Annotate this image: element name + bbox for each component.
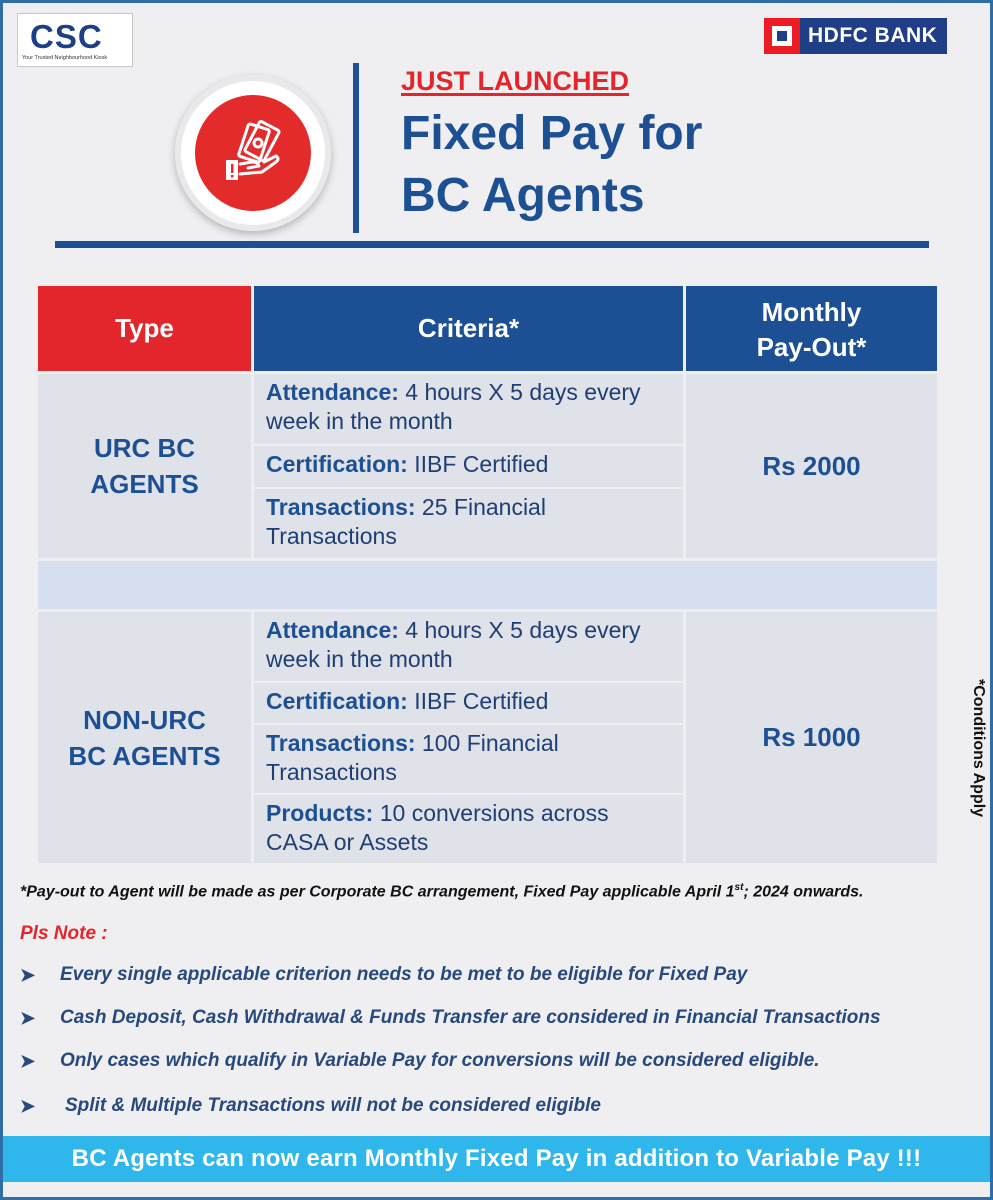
type-cell-non-urc <box>38 612 251 863</box>
note-bullet-text: Cash Deposit, Cash Withdrawal & Funds Transfer are considered in Financial Transactions <box>60 1007 881 1028</box>
hdfc-logo <box>764 17 947 55</box>
note-bullet <box>20 1095 601 1117</box>
criteria-label: Transactions: <box>266 730 416 756</box>
footnote-text-end: ; 2024 onwards. <box>743 883 864 901</box>
kicker-label: JUST LAUNCHED <box>401 66 630 96</box>
hand-money-icon <box>218 118 288 188</box>
pls-note-heading: Pls Note : <box>20 923 108 944</box>
hdfc-logo-text: HDFC BANK <box>800 18 947 54</box>
criteria-text: 100 Financial Transactions <box>266 730 559 785</box>
banner-text: BC Agents can now earn Monthly Fixed Pay in addition to Variable Pay !!! <box>71 1145 922 1172</box>
column-header-payout <box>686 286 937 371</box>
criteria-text: IIBF Certified <box>407 451 549 477</box>
csc-logo-text: CSC <box>30 18 103 55</box>
criteria-label: Transactions: <box>266 494 416 520</box>
csc-logo <box>17 13 133 67</box>
criteria-row <box>254 374 683 444</box>
note-bullet-text: Split & Multiple Transactions will not be considered eligible <box>65 1095 601 1116</box>
footnote-text: *Pay-out to Agent will be made as per Corporate BC arrangement, Fixed Pay applicable April 1 <box>20 883 735 901</box>
payout-header-line1: Monthly <box>761 296 862 327</box>
bottom-banner <box>3 1136 990 1182</box>
type-label-line2: AGENTS <box>90 469 199 499</box>
criteria-text: 4 hours X 5 days every week in the month <box>266 379 641 434</box>
hdfc-mark-icon <box>764 18 800 54</box>
arrow-bullet-icon: ➤ <box>20 1007 36 1028</box>
criteria-label: Products: <box>266 800 374 826</box>
poster <box>3 3 990 1197</box>
criteria-text: IIBF Certified <box>407 688 549 714</box>
criteria-text: 10 conversions across CASA or Assets <box>266 800 609 855</box>
type-cell-urc <box>38 374 251 558</box>
payout-footnote <box>20 882 864 901</box>
arrow-bullet-icon: ➤ <box>20 1050 36 1071</box>
column-header-criteria: Criteria* <box>254 286 683 371</box>
note-bullet <box>20 1050 820 1072</box>
note-bullet <box>20 1007 881 1029</box>
page-title-line1: Fixed Pay for <box>401 107 703 160</box>
criteria-text: 4 hours X 5 days every week in the month <box>266 617 641 672</box>
payout-cell-urc: Rs 2000 <box>686 374 937 558</box>
criteria-row <box>254 489 683 558</box>
criteria-row <box>254 612 683 681</box>
csc-logo-tagline: Your Trusted Neighbourhood Kiosk <box>22 55 108 61</box>
arrow-bullet-icon: ➤ <box>20 1095 36 1116</box>
page-title-line2: BC Agents <box>401 169 645 222</box>
note-bullet-text: Every single applicable criterion needs to be met to be eligible for Fixed Pay <box>60 964 748 985</box>
conditions-apply-note: *Conditions Apply <box>970 678 987 818</box>
type-label-line1: URC BC <box>93 433 196 463</box>
criteria-label: Attendance: <box>266 617 399 643</box>
hero-icon-badge <box>175 75 331 231</box>
criteria-label: Certification: <box>266 688 408 714</box>
header-rule <box>55 241 929 248</box>
table-spacer-row <box>38 561 937 609</box>
column-header-type: Type <box>38 286 251 371</box>
footnote-sup: st <box>734 882 744 893</box>
criteria-row <box>254 725 683 793</box>
type-label-line2: BC AGENTS <box>68 740 221 771</box>
note-bullet <box>20 964 747 986</box>
criteria-row <box>254 683 683 723</box>
criteria-row <box>254 795 683 863</box>
payout-cell-non-urc: Rs 1000 <box>686 612 937 863</box>
page-title <box>401 103 702 227</box>
arrow-bullet-icon: ➤ <box>20 964 36 985</box>
type-label-line1: NON-URC <box>83 704 206 735</box>
criteria-text: 25 Financial Transactions <box>266 494 546 549</box>
title-divider <box>353 63 359 233</box>
note-bullet-text: Only cases which qualify in Variable Pay for conversions will be considered eligible. <box>60 1050 820 1071</box>
criteria-label: Attendance: <box>266 379 399 405</box>
payout-header-line2: Pay-Out* <box>756 331 867 362</box>
criteria-label: Certification: <box>266 451 408 477</box>
criteria-row <box>254 446 683 487</box>
